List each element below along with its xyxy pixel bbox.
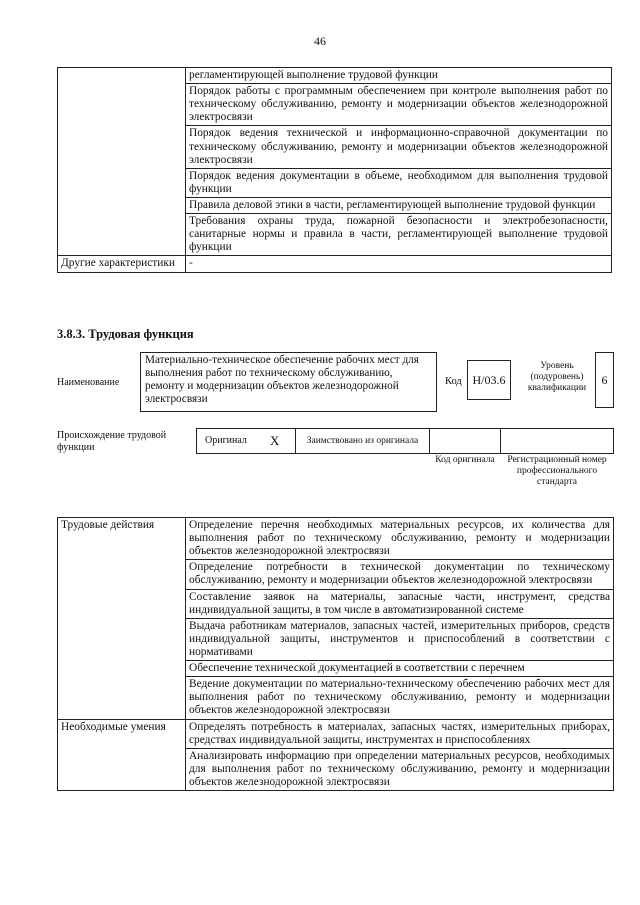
table-cell: Правила деловой этики в части, регламентирующей выполнение трудовой функции (186, 197, 612, 213)
reg-number-cell (500, 428, 614, 454)
original-label: Оригинал (205, 435, 247, 446)
page-number: 46 (314, 34, 326, 48)
qualification-level-label: Уровень (подуровень) квалификации (527, 361, 587, 393)
code-original-label: Код оригинала (435, 455, 495, 465)
table-cell: Порядок ведения документации в объеме, необходимом для выполнения трудовой функции (186, 168, 612, 197)
table-cell: Обеспечение технической документацией в соответствии с перечнем (186, 661, 614, 677)
code-original-cell (429, 428, 501, 454)
code-value-box: H/03.6 (467, 360, 511, 400)
table-cell: Ведение документации по материально-техническому обеспечению рабочих мест для выполнения работ по техническому обслуживанию, ремонту и модернизации объектов железнодорожной электросвязи (186, 677, 614, 719)
table-row (58, 518, 614, 560)
knowledge-table-continuation (57, 67, 612, 273)
original-mark: X (270, 433, 280, 448)
required-skills-label: Необходимые умения (58, 719, 186, 791)
table-cell: Определение потребности в технической документации по техническому обслуживанию, ремонту и модернизации объектов железнодорожной электросвязи (186, 560, 614, 589)
origin-label: Происхождение трудовой функции (57, 430, 167, 453)
other-characteristics-value: - (186, 256, 612, 272)
reg-number-label: Регистрационный номер профессионального стандарта (507, 455, 607, 487)
table-cell: Анализировать информацию при определении материальных ресурсов, необходимых для выполнения работ по техническому обслуживанию, ремонту и модернизации объектов железнодорожной электросвязи (186, 748, 614, 790)
other-characteristics-label: Другие характеристики (58, 256, 186, 272)
table-cell: Определять потребность в материалах, запасных частях, измерительных приборах, средствах индивидуальной защиты, инструментах и приспособлениях (186, 719, 614, 748)
borrowed-cell: Заимствовано из оригинала (295, 428, 430, 454)
labor-actions-label: Трудовые действия (58, 518, 186, 720)
original-cell (196, 428, 296, 454)
table-row (58, 68, 612, 84)
level-value-box: 6 (595, 352, 614, 408)
name-label: Наименование (57, 377, 120, 388)
table-cell: Требования охраны труда, пожарной безопасности и электробезопасности, санитарные нормы и правила в части, регламентирующей выполнение трудовой функции (186, 214, 612, 256)
row-label-cell (58, 68, 186, 256)
table-cell: Порядок ведения технической и информационно-справочной документации по техническому обслуживанию, ремонту и модернизации объектов железнодорожной электросвязи (186, 126, 612, 168)
table-cell: регламентирующей выполнение трудовой функции (186, 68, 612, 84)
table-cell: Выдача работникам материалов, запасных частей, измерительных приборов, средств индивидуальной защиты, инструментов и приспособлений в соответствии с нормативами (186, 618, 614, 660)
function-name-box: Материально-техническое обеспечение рабочих мест для выполнения работ по техническому обслуживанию, ремонту и модернизации объектов железнодорожной электросвязи (140, 352, 437, 412)
table-row (58, 719, 614, 748)
section-title: 3.8.3. Трудовая функция (57, 327, 194, 341)
table-cell: Порядок работы с программным обеспечением при контроле выполнения работ по техническому обслуживанию, ремонту и модернизации объектов железнодорожной электросвязи (186, 84, 612, 126)
table-cell: Составление заявок на материалы, запасные части, инструмент, средства индивидуальной защиты, в том числе в автоматизированной системе (186, 589, 614, 618)
table-row (58, 256, 612, 272)
code-label: Код (445, 376, 462, 387)
labor-actions-table (57, 517, 614, 791)
table-cell: Определение перечня необходимых материальных ресурсов, их количества для выполнения работ по техническому обслуживанию, ремонту и модернизации объектов железнодорожной электросвязи (186, 518, 614, 560)
